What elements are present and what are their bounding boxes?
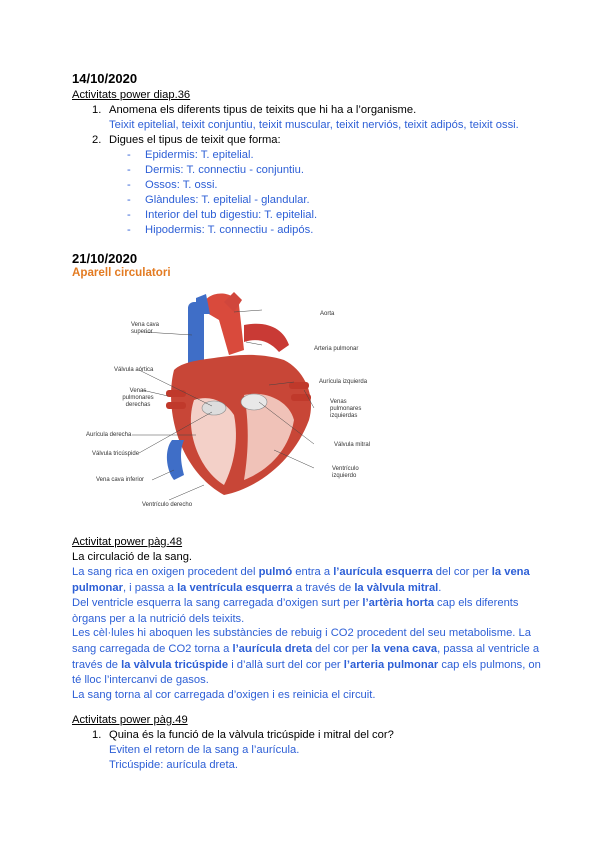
label-venas-pulmonares-derechas: Venas pulmonares derechas	[122, 388, 154, 408]
paragraph-4: La sang torna al cor carregada d’oxigen i es reinicia el circuit.	[72, 689, 376, 701]
label-arteria-pulmonar: Arteria pulmonar	[314, 346, 359, 352]
q2-item: Interior del tub digestiu: T. epitelial.	[145, 209, 318, 221]
paragraph-3: Les cèl·lules hi aboquen les substàncies de rebuig i CO2 procedent del seu metabolisme. La sang carregada de CO2 torna a l’aurícula dreta del cor per la vena cava, passa al ventricle a través de la vàlvula tricúspide i d’allà surt del cor per l’arteria pulmonar cap els pulmons, on té lloc l’intercanvi de gasos.	[72, 627, 541, 687]
q3-number: 1.	[92, 729, 102, 741]
q2-item: Epidermis: T. epitelial.	[145, 149, 254, 161]
q1-number: 1.	[92, 104, 102, 116]
q3-text: Quina és la funció de la vàlvula tricúspide i mitral del cor?	[109, 729, 394, 741]
label-auricula-derecha: Aurícula derecha	[86, 432, 132, 438]
paragraph-1: La sang rica en oxigen procedent del pulmó entra a l’aurícula esquerra del cor per la vena pulmonar, i passa a la ventrícula esquerra a través de la vàlvula mitral.	[72, 566, 530, 594]
label-venas-pulmonares-izquierdas: Venas pulmonares izquierdas	[330, 399, 362, 419]
date-heading-1: 14/10/2020	[72, 71, 138, 86]
activity-link-3: Activitats power pàg.49	[72, 714, 188, 726]
q2-number: 2.	[92, 134, 102, 146]
dash: -	[127, 194, 131, 206]
q2-item: Hipodermis: T. connectiu - adipós.	[145, 224, 314, 236]
label-vena-cava-inferior: Vena cava inferior	[96, 477, 145, 483]
q1-answer: Teixit epitelial, teixit conjuntiu, teixit muscular, teixit nerviós, teixit adipós, teixit ossi.	[109, 119, 519, 131]
q1-text: Anomena els diferents tipus de teixits que hi ha a l’organisme.	[109, 104, 417, 116]
q3-answer: Eviten el retorn de la sang a l’aurícula.	[109, 744, 300, 756]
label-valvula-aortica: Válvula aórtica	[114, 367, 154, 373]
date-heading-2: 21/10/2020	[72, 251, 138, 266]
section-subtitle: Aparell circulatori	[72, 266, 171, 279]
q2-item: Ossos: T. ossi.	[145, 179, 218, 191]
q3-answer: Tricúspide: aurícula dreta.	[109, 759, 238, 771]
label-vena-cava-superior: Vena cava superior	[131, 322, 160, 335]
label-valvula-tricuspide: Válvula tricúspide	[92, 451, 140, 457]
label-valvula-mitral: Válvula mitral	[334, 442, 371, 448]
activity-link-1: Activitats power diap.36	[72, 89, 191, 101]
dash: -	[127, 164, 131, 176]
dash: -	[127, 224, 131, 236]
activity-link-2: Activitat power pàg.48	[72, 536, 183, 548]
circulation-heading: La circulació de la sang.	[72, 551, 193, 563]
paragraph-2: Del ventricle esquerra la sang carregada d’oxigen surt per l’artèria horta cap els diferents òrgans per a la nutrició dels teixits.	[72, 597, 519, 625]
q2-text: Digues el tipus de teixit que forma:	[109, 134, 281, 146]
dash: -	[127, 179, 131, 191]
label-ventriculo-derecho: Ventrículo derecho	[142, 502, 193, 508]
label-auricula-izquierda: Aurícula izquierda	[319, 379, 368, 385]
dash: -	[127, 209, 131, 221]
q2-item: Dermis: T. connectiu - conjuntiu.	[145, 164, 304, 176]
label-ventriculo-izquierdo: Ventrículo izquierdo	[332, 466, 359, 479]
label-aorta: Aorta	[320, 311, 335, 317]
dash: -	[127, 149, 131, 161]
q2-item: Glàndules: T. epitelial - glandular.	[145, 194, 310, 206]
